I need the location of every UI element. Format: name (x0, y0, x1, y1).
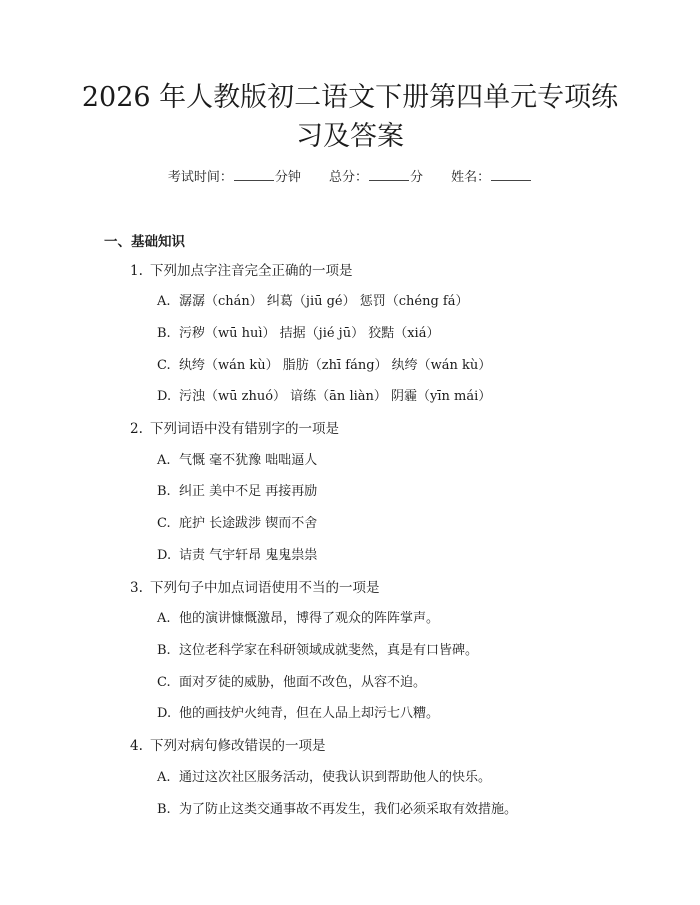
option-text: 他的演讲慷慨激昂，博得了观众的阵阵掌声。 (179, 611, 440, 626)
exam-meta (0, 168, 700, 188)
option-letter: B. (157, 643, 171, 658)
question-2 (130, 419, 339, 439)
score-blank[interactable] (369, 168, 409, 181)
option-text: 他的画技炉火纯青，但在人品上却污七八糟。 (179, 706, 440, 721)
name-blank[interactable] (491, 168, 531, 181)
title-line-1: 2026 年人教版初二语文下册第四单元专项练 (81, 82, 619, 113)
option-2-d[interactable] (157, 546, 317, 566)
option-letter: A. (157, 611, 171, 626)
option-2-b[interactable] (157, 482, 317, 502)
time-unit: 分钟 (274, 170, 301, 185)
option-1-b[interactable] (157, 324, 439, 344)
question-number: 1. (130, 263, 143, 279)
option-3-c[interactable] (157, 673, 426, 693)
option-3-d[interactable] (157, 704, 439, 724)
option-1-a[interactable] (157, 292, 469, 312)
option-4-b[interactable] (157, 800, 517, 820)
option-text: 庇护 长途跋涉 锲而不舍 (179, 516, 318, 531)
option-2-a[interactable] (157, 451, 317, 471)
question-3 (130, 578, 380, 598)
option-letter: D. (157, 389, 172, 404)
score-label: 总分： (328, 170, 368, 185)
time-field (168, 168, 301, 188)
option-letter: D. (157, 548, 172, 563)
option-3-a[interactable] (157, 609, 439, 629)
title-line-2: 习及答案 (296, 121, 404, 152)
option-letter: A. (157, 770, 171, 785)
question-1 (130, 261, 353, 281)
option-letter: A. (157, 453, 171, 468)
question-number: 4. (130, 738, 143, 754)
option-3-b[interactable] (157, 641, 478, 661)
score-unit: 分 (410, 170, 424, 185)
option-letter: C. (157, 675, 171, 690)
option-letter: B. (157, 802, 171, 817)
option-1-d[interactable] (157, 387, 491, 407)
question-text: 下列词语中没有错别字的一项是 (150, 421, 339, 437)
option-text: 污浊（wū zhuó） 谙练（ān liàn） 阴霾（yīn mái） (179, 389, 492, 404)
score-field (329, 168, 423, 188)
option-letter: D. (157, 706, 172, 721)
time-label: 考试时间： (167, 170, 233, 185)
page-title (80, 78, 620, 156)
option-text: 纨绔（wán kù） 脂肪（zhī fáng） 纨绔（wán kù） (179, 358, 492, 373)
name-label: 姓名： (451, 170, 491, 185)
question-4 (130, 736, 326, 756)
question-text: 下列对病句修改错误的一项是 (150, 738, 326, 754)
section-heading: 一、基础知识 (104, 234, 185, 250)
option-text: 诘责 气宇轩昂 鬼鬼祟祟 (179, 548, 318, 563)
option-letter: C. (157, 358, 171, 373)
option-text: 通过这次社区服务活动，使我认识到帮助他人的快乐。 (179, 770, 492, 785)
option-letter: A. (157, 294, 171, 309)
option-letter: C. (157, 516, 171, 531)
question-text: 下列加点字注音完全正确的一项是 (150, 263, 353, 279)
option-1-c[interactable] (157, 356, 491, 376)
option-text: 这位老科学家在科研领域成就斐然，真是有口皆碑。 (179, 643, 479, 658)
option-text: 潺潺（chán） 纠葛（jiū gé） 惩罚（chéng fá） (179, 294, 469, 309)
time-blank[interactable] (234, 168, 274, 181)
option-letter: B. (157, 484, 171, 499)
option-4-a[interactable] (157, 768, 491, 788)
option-text: 为了防止这类交通事故不再发生，我们必须采取有效措施。 (179, 802, 518, 817)
option-text: 污秽（wū huì） 拮据（jié jū） 狡黠（xiá） (179, 326, 440, 341)
name-field (451, 168, 532, 188)
option-letter: B. (157, 326, 171, 341)
option-2-c[interactable] (157, 514, 317, 534)
option-text: 纠正 美中不足 再接再励 (179, 484, 318, 499)
question-text: 下列句子中加点词语使用不当的一项是 (150, 580, 380, 596)
question-number: 2. (130, 421, 143, 437)
question-number: 3. (130, 580, 143, 596)
option-text: 面对歹徒的威胁，他面不改色，从容不迫。 (179, 675, 427, 690)
option-text: 气慨 毫不犹豫 咄咄逼人 (179, 453, 318, 468)
